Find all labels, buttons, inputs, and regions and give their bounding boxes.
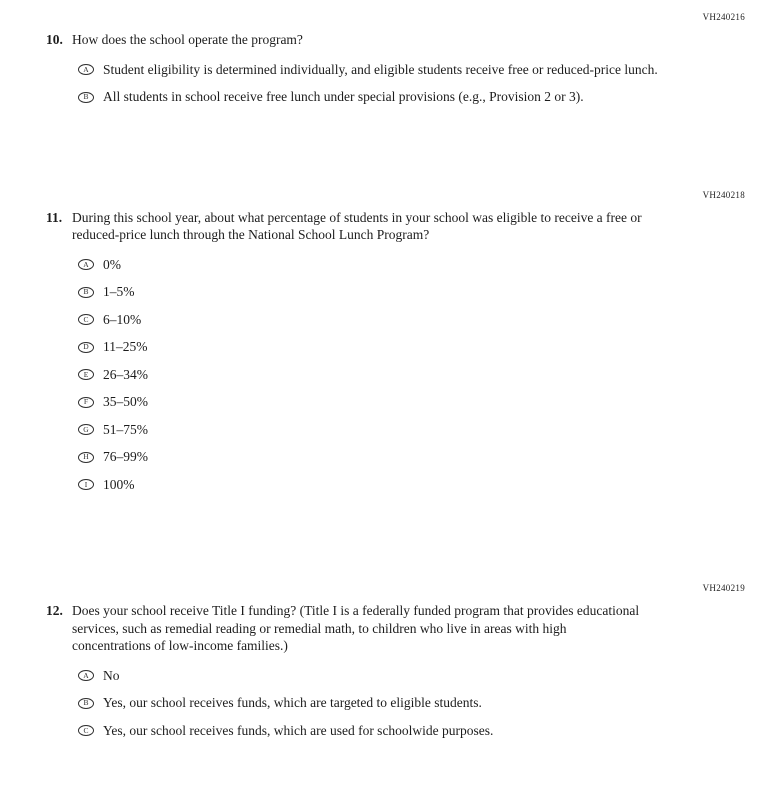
answer-bubble-icon[interactable] xyxy=(78,314,94,325)
answer-option[interactable] xyxy=(78,667,745,685)
question-number: 10. xyxy=(46,32,63,47)
question-11 xyxy=(46,209,745,504)
answer-bubble-icon[interactable] xyxy=(78,64,94,75)
question-section-10 xyxy=(46,12,745,116)
question-code: VH240218 xyxy=(702,189,745,200)
question-section-12 xyxy=(46,583,745,749)
answer-options xyxy=(78,61,745,106)
bubble-letter: D xyxy=(83,342,89,352)
option-label: 76–99% xyxy=(103,449,148,464)
question-10 xyxy=(46,31,745,116)
option-label: 26–34% xyxy=(103,366,148,382)
answer-bubble-icon[interactable] xyxy=(78,725,94,736)
option-label: Yes, our school receives funds, which are targeted to eligible students. xyxy=(103,695,482,710)
option-label: 1–5% xyxy=(103,284,135,299)
question-text: How does the school operate the program? xyxy=(72,32,303,47)
question-code: VH240219 xyxy=(702,583,745,593)
option-label: 35–50% xyxy=(103,394,148,409)
answer-option[interactable] xyxy=(78,722,745,740)
answer-option[interactable] xyxy=(78,338,745,356)
option-label: 51–75% xyxy=(103,421,148,437)
option-label: All students in school receive free lunch under special provisions (e.g., Provision 2 or 3). xyxy=(103,89,584,104)
bubble-letter: C xyxy=(83,725,89,735)
answer-bubble-icon[interactable] xyxy=(78,369,94,380)
answer-option[interactable] xyxy=(78,311,745,329)
answer-bubble-icon[interactable] xyxy=(78,424,94,435)
bubble-letter: B xyxy=(83,698,89,708)
answer-option[interactable] xyxy=(78,421,745,439)
bubble-letter: B xyxy=(83,92,89,102)
question-body xyxy=(72,31,745,116)
answer-option[interactable] xyxy=(78,88,745,106)
bubble-letter: H xyxy=(83,452,89,462)
answer-option[interactable] xyxy=(78,448,745,466)
bubble-letter: F xyxy=(83,397,89,407)
question-body xyxy=(72,602,745,749)
answer-options xyxy=(78,256,745,494)
answer-bubble-icon[interactable] xyxy=(78,452,94,463)
question-code: VH240216 xyxy=(702,12,745,22)
option-label: No xyxy=(103,667,120,683)
answer-bubble-icon[interactable] xyxy=(78,397,94,408)
option-label: Yes, our school receives funds, which are used for schoolwide purposes. xyxy=(103,722,494,738)
question-body xyxy=(72,209,745,504)
answer-bubble-icon[interactable] xyxy=(78,479,94,490)
bubble-letter: A xyxy=(83,64,89,74)
answer-bubble-icon[interactable] xyxy=(78,670,94,681)
question-section-11 xyxy=(46,190,745,504)
question-text: During this school year, about what percentage of students in your school was eligible to receive a free or reduced-price lunch through the National School Lunch Program? xyxy=(72,209,642,242)
question-number: 11. xyxy=(46,209,63,225)
answer-option[interactable] xyxy=(78,61,745,79)
answer-option[interactable] xyxy=(78,256,745,274)
option-label: 0% xyxy=(103,256,121,272)
question-number: 12. xyxy=(46,603,63,618)
answer-option[interactable] xyxy=(78,393,745,411)
bubble-letter: A xyxy=(83,670,89,680)
option-label: 6–10% xyxy=(103,311,142,327)
answer-option[interactable] xyxy=(78,694,745,712)
question-12 xyxy=(46,602,745,749)
bubble-letter: A xyxy=(83,259,89,269)
answer-option[interactable] xyxy=(78,283,745,301)
option-label: 11–25% xyxy=(103,339,148,354)
bubble-letter: I xyxy=(84,479,88,489)
bubble-letter: C xyxy=(83,314,89,324)
answer-bubble-icon[interactable] xyxy=(78,92,94,103)
answer-options xyxy=(78,667,745,740)
answer-bubble-icon[interactable] xyxy=(78,259,94,270)
bubble-letter: G xyxy=(83,424,89,434)
option-label: Student eligibility is determined individually, and eligible students receive free or reduced-price lunch. xyxy=(103,61,658,77)
option-label: 100% xyxy=(103,476,135,492)
answer-option[interactable] xyxy=(78,476,745,494)
answer-bubble-icon[interactable] xyxy=(78,342,94,353)
bubble-letter: B xyxy=(83,287,89,297)
question-text: Does your school receive Title I funding? (Title I is a federally funded program that provides educational services, such as remedial reading or remedial math, to children who live in areas with high concentrations of low-income families.) xyxy=(72,603,640,653)
answer-option[interactable] xyxy=(78,366,745,384)
answer-bubble-icon[interactable] xyxy=(78,287,94,298)
answer-bubble-icon[interactable] xyxy=(78,698,94,709)
bubble-letter: E xyxy=(83,369,89,379)
